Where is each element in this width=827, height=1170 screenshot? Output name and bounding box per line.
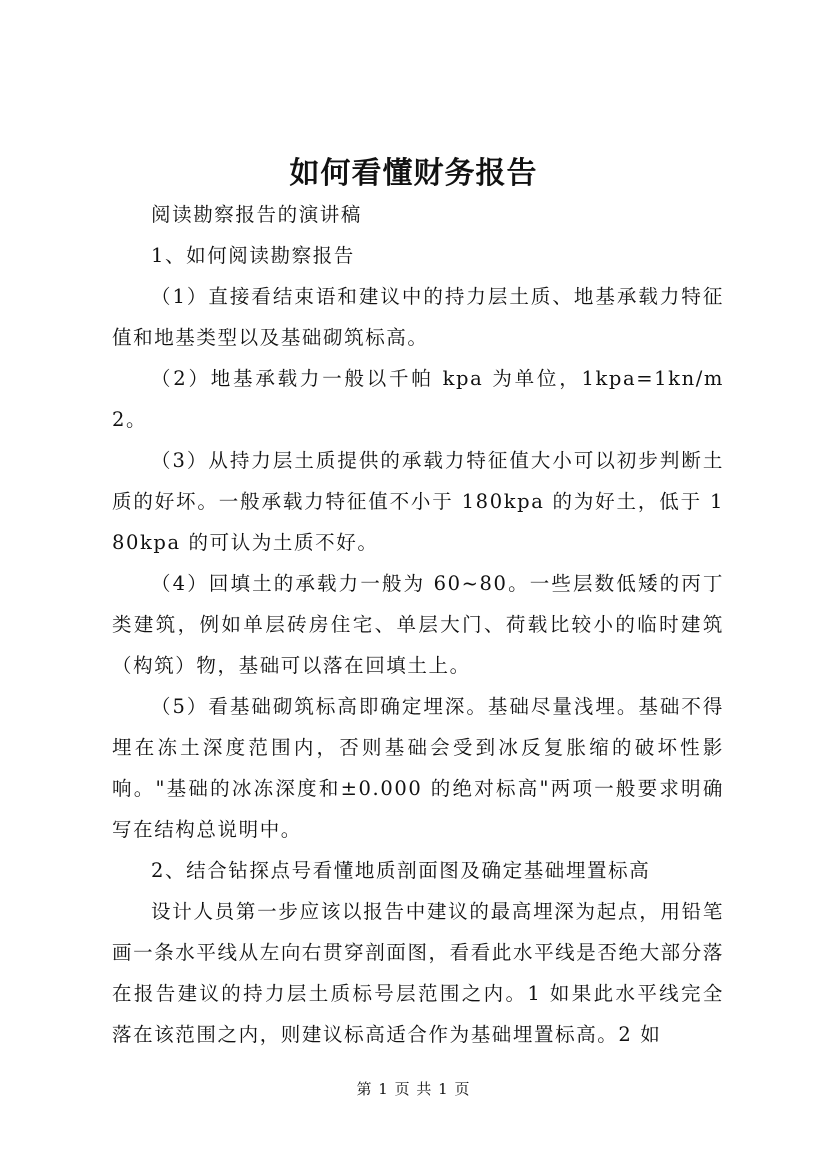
paragraph-item-2: （2）地基承载力一般以千帕 kpa 为单位，1kpa=1kn/m2。 — [112, 367, 724, 431]
paragraph-item-3: （3）从持力层土质提供的承载力特征值大小可以初步判断土质的好坏。一般承载力特征值不小于 180kpa 的为好土，低于 180kpa 的可认为土质不好。 — [112, 449, 724, 554]
paragraph-item-4: （4）回填土的承载力一般为 60~80。一些层数低矮的丙丁类建筑，例如单层砖房住宅、单层大门、荷载比较小的临时建筑（构筑）物，基础可以落在回填土上。 — [112, 572, 724, 677]
document-body — [112, 194, 724, 1055]
paragraph-section-1-heading: 1、如何阅读勘察报告 — [151, 244, 355, 267]
paragraph-item-1: （1）直接看结束语和建议中的持力层土质、地基承载力特征值和地基类型以及基础砌筑标高。 — [112, 285, 724, 349]
page-footer: 第 1 页 共 1 页 — [356, 1080, 471, 1098]
page-title: 如何看懂财务报告 — [289, 156, 538, 191]
paragraph-subtitle: 阅读勘察报告的演讲稿 — [151, 203, 363, 226]
paragraph-item-5: （5）看基础砌筑标高即确定埋深。基础尽量浅埋。基础不得埋在冻土深度范围内，否则基础会受到冰反复胀缩的破坏性影响。"基础的冰冻深度和±0.000 的绝对标高"两项一般要求明确写在结构总说明中。 — [112, 695, 724, 841]
paragraph-section-2-body: 设计人员第一步应该以报告中建议的最高埋深为起点，用铅笔画一条水平线从左向右贯穿剖面图，看看此水平线是否绝大部分落在报告建议的持力层土质标号层范围之内。1 如果此水平线完全落在该范围之内，则建议标高适合作为基础埋置标高。2 如 — [112, 900, 724, 1046]
paragraph-section-2-heading: 2、结合钻探点号看懂地质剖面图及确定基础埋置标高 — [151, 859, 651, 882]
